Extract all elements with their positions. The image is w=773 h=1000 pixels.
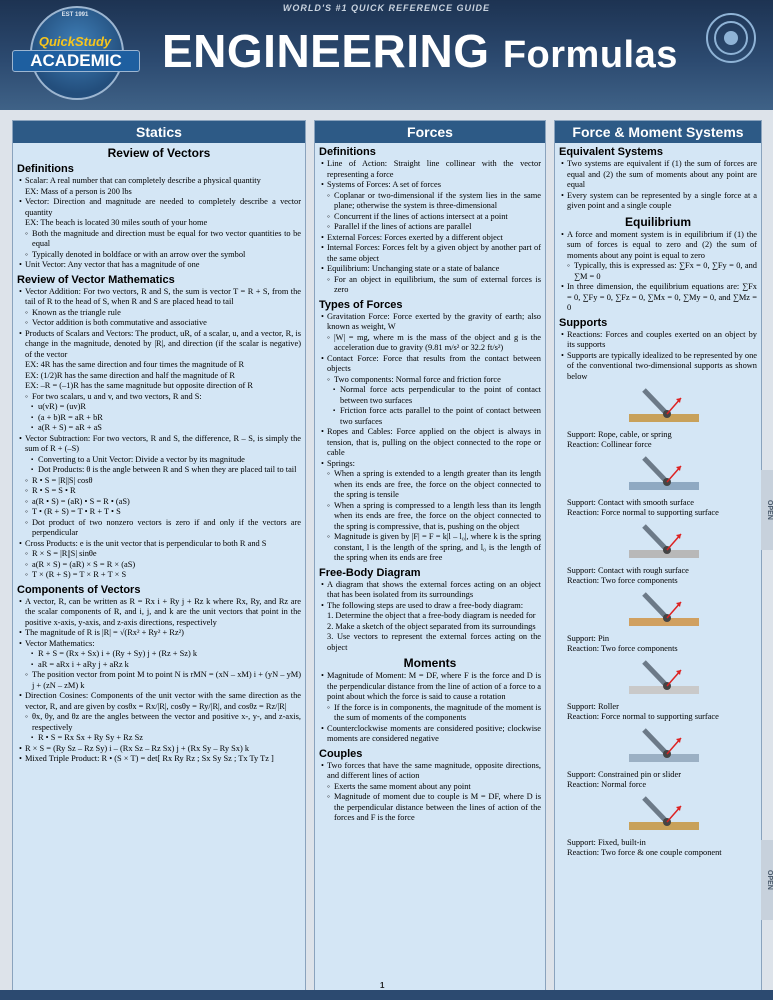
supports-heading: Supports <box>559 316 608 329</box>
list-item: • Vector: Direction and magnitude are needed to completely describe a vector quantity <box>19 197 301 218</box>
list-item: • Magnitude of Moment: M = DF, where F is the force and D is the perpendicular distance from the line of action of a force to a point about which the force is said to cause a rotation <box>321 671 541 703</box>
list-item: EX: (1/2)R has the same direction and half the magnitude of R <box>25 370 236 380</box>
support-label: Support: Fixed, built-in <box>567 838 646 847</box>
reaction-label: Reaction: Force normal to supporting surface <box>567 712 719 721</box>
support-diagram-icon <box>559 724 757 770</box>
support-diagram-icon <box>559 588 757 634</box>
side-tab-open-1: OPEN <box>761 470 773 550</box>
equivalent-systems-list <box>555 159 761 212</box>
types-of-forces-heading: Types of Forces <box>319 298 403 311</box>
list-item: ◦ For an object in equilibrium, the sum of external forces is zero <box>321 275 541 296</box>
supports-list <box>555 384 761 858</box>
page-number: 1 <box>380 981 385 990</box>
support-item <box>559 656 757 722</box>
list-item: • Direction Cosines: Components of the unit vector with the same direction as the vector, R, and are given by cosθx = Rx/|R|, cosθy = Ry/|R|, and cosθz = Rz/|R| <box>19 691 301 712</box>
list-item: • Unit Vector: Any vector that has a magnitude of one <box>19 260 301 271</box>
reaction-label: Reaction: Collinear force <box>567 440 652 449</box>
list-item: ◦ T • (R + S) = T • R + T • S <box>19 507 301 518</box>
list-item: EX: 4R has the same direction and four times the magnitude of R <box>25 360 245 369</box>
tagline: WORLD'S #1 QUICK REFERENCE GUIDE <box>282 3 491 13</box>
list-item: ◦ Typically, this is expressed as: ∑Fx = 0, ∑Fy = 0, and ∑M = 0 <box>561 261 757 282</box>
list-item: • A diagram that shows the external forces acting on an object that has been isolated from its surroundings <box>321 580 541 601</box>
support-diagram-icon <box>559 452 757 498</box>
logo-quickstudy: QuickStudy <box>38 34 112 49</box>
vector-math-heading: Review of Vector Mathematics <box>17 273 175 286</box>
list-item: • Systems of Forces: A set of forces <box>321 180 541 191</box>
support-label: Support: Contact with rough surface <box>567 566 689 575</box>
list-item: ◦ T × (R + S) = T × R + T × S <box>19 570 301 581</box>
gear-swirl-icon <box>703 10 759 66</box>
title-sub: Formulas <box>502 34 678 76</box>
list-item: • Products of Scalars and Vectors: The product, uR, of a scalar, u, and a vector, R, is change in the magnitude, denoted by |R|, and direction (if the scalar is negative) of the vector <box>19 329 301 361</box>
support-label: Support: Constrained pin or slider <box>567 770 681 779</box>
support-item <box>559 384 757 450</box>
list-item: ◦ Typically denoted in boldface or with an arrow over the symbol <box>19 250 301 261</box>
list-item: ▪ aR = aRx i + aRy j + aRz k <box>19 660 301 671</box>
list-item: ◦ θx, θy, and θz are the angles between the vector and positive x-, y-, and z-axis, respectively <box>19 712 301 733</box>
page-title <box>162 24 678 78</box>
quickstudy-logo <box>10 6 140 106</box>
list-item: ◦ R • S = S • R <box>19 486 301 497</box>
reaction-label: Reaction: Two force & one couple component <box>567 848 722 857</box>
free-body-list <box>315 580 545 654</box>
list-item: • Vector Addition: For two vectors, R and S, the sum is vector T = R + S, from the tail of R to the head of S, when R and S are placed head to tail <box>19 287 301 308</box>
title-main: ENGINEERING <box>162 25 490 77</box>
moments-title: Moments <box>403 656 457 670</box>
list-item: ◦ Parallel if the lines of actions are parallel <box>321 222 541 233</box>
list-item: ◦ Concurrent if the lines of actions intersect at a point <box>321 212 541 223</box>
list-item: • Supports are typically idealized to be represented by one of the conventional two-dimensional supports as shown below <box>561 351 757 383</box>
list-item: ◦ When a spring is extended to a length greater than its length when its ends are free, the force on the object connected to the spring is tensile <box>321 469 541 501</box>
types-of-forces-list <box>315 312 545 564</box>
definitions-heading: Definitions <box>17 163 74 175</box>
forces-definitions-heading: Definitions <box>319 146 376 158</box>
list-item: ◦ Magnitude is given by |F| = F = k|l – l₀|, where k is the spring constant, l is the length of the spring, and l₀ is the length of the spring when its ends are free <box>321 532 541 564</box>
forces-bar: Forces <box>315 121 545 143</box>
list-item: EX: –R = (–1)R has the same magnitude but opposite direction of R <box>25 381 254 390</box>
support-label: Support: Roller <box>567 702 619 711</box>
support-item <box>559 588 757 654</box>
list-item: ▪ u(vR) = (uv)R <box>19 402 301 413</box>
list-item: ◦ a(R × S) = (aR) × S = R × (aS) <box>19 560 301 571</box>
list-item: ◦ For two scalars, u and v, and two vectors, R and S: <box>19 392 301 403</box>
list-item: • Equilibrium: Unchanging state or a state of balance <box>321 264 541 275</box>
list-item: ▪ Dot Products: θ is the angle between R and S when they are placed tail to tail <box>19 465 301 476</box>
list-item: ◦ Both the magnitude and direction must be equal for two vector quantities to be equal <box>19 229 301 250</box>
footer-bar <box>0 990 773 1000</box>
support-diagram-icon <box>559 792 757 838</box>
list-item: • Counterclockwise moments are considered positive; clockwise moments are considered negative <box>321 724 541 745</box>
list-item: • Reactions: Forces and couples exerted on an object by its supports <box>561 330 757 351</box>
list-item: ▪ R + S = (Rx + Sx) i + (Ry + Sy) j + (Rz + Sz) k <box>19 649 301 660</box>
list-item: ▪ Friction force acts parallel to the point of contact between two surfaces <box>321 406 541 427</box>
couples-list <box>315 761 545 824</box>
list-item: ◦ a(R • S) = (aR) • S = R • (aS) <box>19 497 301 508</box>
list-item: • A vector, R, can be written as R = Rx i + Ry j + Rz k where Rx, Ry, and Rz are the scalar components of R, and i, j, and k are the unit vectors that point in the positive x-axis, y-axis, and z-axis directions, respectively <box>19 597 301 629</box>
statics-bar: Statics <box>13 121 305 143</box>
support-label: Support: Rope, cable, or spring <box>567 430 672 439</box>
logo-academic: ACADEMIC <box>12 50 140 72</box>
force-moment-bar: Force & Moment Systems <box>555 121 761 143</box>
list-item: • Vector Subtraction: For two vectors, R and S, the difference, R – S, is simply the sum of R + (–S) <box>19 434 301 455</box>
list-item: • Every system can be represented by a single force at a given point and a single couple <box>561 191 757 212</box>
support-item <box>559 452 757 518</box>
support-diagram-icon <box>559 656 757 702</box>
support-label: Support: Contact with smooth surface <box>567 498 695 507</box>
review-of-vectors-title: Review of Vectors <box>107 146 211 160</box>
list-item: ◦ Exerts the same moment about any point <box>321 782 541 793</box>
list-item: • Mixed Triple Product: R • (S × T) = det[ Rx Ry Rz ; Sx Sy Sz ; Tx Ty Tz ] <box>19 754 301 765</box>
force-moment-column <box>554 120 762 992</box>
list-item: ◦ Known as the triangle rule <box>19 308 301 319</box>
list-item: EX: The beach is located 30 miles south of your home <box>25 218 208 227</box>
definitions-list <box>13 176 305 271</box>
list-item: ◦ R × S = |R||S| sinθe <box>19 549 301 560</box>
header-banner <box>0 0 773 110</box>
equivalent-systems-heading: Equivalent Systems <box>559 146 663 158</box>
equilibrium-title: Equilibrium <box>625 214 691 229</box>
supports-intro-list <box>555 330 761 383</box>
list-item: ◦ The position vector from point M to point N is rMN = (xN – xM) i + (yN – yM) j + (zN – zM) k <box>19 670 301 691</box>
support-item <box>559 520 757 586</box>
side-tab-open-2: OPEN <box>761 840 773 920</box>
reaction-label: Reaction: Two force components <box>567 576 678 585</box>
free-body-heading: Free-Body Diagram <box>319 566 421 579</box>
list-item: • Internal Forces: Forces felt by a given object by another part of the same object <box>321 243 541 264</box>
list-item: • Vector Mathematics: <box>19 639 301 650</box>
list-item: • A force and moment system is in equilibrium if (1) the sum of forces is equal to zero and (2) the sum of moments about any point is equal to zero <box>561 230 757 262</box>
list-item: ◦ Two components: Normal force and friction force <box>321 375 541 386</box>
list-item: 1. Determine the object that a free-body diagram is needed for <box>327 611 536 620</box>
list-item: • Springs: <box>321 459 541 470</box>
list-item: ◦ |W| = mg, where m is the mass of the object and g is the acceleration due to gravity (9.81 m/s² or 32.2 ft/s²) <box>321 333 541 354</box>
list-item: ▪ Normal force acts perpendicular to the point of contact between two surfaces <box>321 385 541 406</box>
list-item: • Ropes and Cables: Force applied on the object is always in tension, that is, pulling on the object connected to the rope or cable <box>321 427 541 459</box>
list-item: • Cross Products: e is the unit vector that is perpendicular to both R and S <box>19 539 301 550</box>
list-item: ◦ Vector addition is both commutative and associative <box>19 318 301 329</box>
list-item: ◦ Magnitude of moment due to couple is M = DF, where D is the perpendicular distance between the lines of action of the forces and F is the force <box>321 792 541 824</box>
logo-est: EST 1991 <box>61 12 89 18</box>
list-item: 3. Use vectors to represent the external forces acting on the object <box>327 632 541 652</box>
support-label: Support: Pin <box>567 634 610 643</box>
list-item: • Two forces that have the same magnitude, opposite directions, and different lines of action <box>321 761 541 782</box>
list-item: 2. Make a sketch of the object separated from its surroundings <box>327 621 536 631</box>
support-diagram-icon <box>559 520 757 566</box>
support-diagram-icon <box>559 384 757 430</box>
components-heading: Components of Vectors <box>17 583 141 596</box>
list-item: • External Forces: Forces exerted by a different object <box>321 233 541 244</box>
vector-math-list <box>13 287 305 581</box>
support-item <box>559 792 757 858</box>
list-item: • The magnitude of R is |R| = √(Rx² + Ry² + Rz²) <box>19 628 301 639</box>
list-item: • Line of Action: Straight line collinear with the vector representing a force <box>321 159 541 180</box>
moments-list <box>315 671 545 745</box>
list-item: ▪ a(R + S) = aR + aS <box>19 423 301 434</box>
list-item: ◦ When a spring is compressed to a length less than its length when its ends are free, the force on the object connected to the spring is compressive, that is, pushing on the object <box>321 501 541 533</box>
components-list <box>13 597 305 765</box>
couples-heading: Couples <box>319 747 363 760</box>
list-item: • Gravitation Force: Force exerted by the gravity of earth; also known as weight, W <box>321 312 541 333</box>
list-item: ◦ If the force is in components, the magnitude of the moment is the sum of moments of the components <box>321 703 541 724</box>
list-item: ◦ R • S = |R||S| cosθ <box>19 476 301 487</box>
list-item: ▪ (a + b)R = aR + bR <box>19 413 301 424</box>
statics-column <box>12 120 306 992</box>
reaction-label: Reaction: Force normal to supporting surface <box>567 508 719 517</box>
reaction-label: Reaction: Two force components <box>567 644 678 653</box>
list-item: ◦ Coplanar or two-dimensional if the system lies in the same plane; otherwise the system is three-dimensional <box>321 191 541 212</box>
equilibrium-list <box>555 230 761 314</box>
list-item: ◦ Dot product of two nonzero vectors is zero if and only if the vectors are perpendicular <box>19 518 301 539</box>
list-item: • R × S = (Ry Sz – Rz Sy) i – (Rx Sz – Rz Sx) j + (Rx Sy – Ry Sx) k <box>19 744 301 755</box>
forces-definitions-list <box>315 159 545 296</box>
list-item: • Scalar: A real number that can completely describe a physical quantity <box>19 176 301 187</box>
list-item: • In three dimension, the equilibrium equations are: ∑Fx = 0, ∑Fy = 0, ∑Fz = 0, ∑Mx = 0, ∑My = 0, and ∑Mz = 0 <box>561 282 757 314</box>
reaction-label: Reaction: Normal force <box>567 780 647 789</box>
list-item: ▪ R • S = Rx Sx + Ry Sy + Rz Sz <box>19 733 301 744</box>
list-item: • Two systems are equivalent if (1) the sum of forces are equal and (2) the sum of moments about any point are equal <box>561 159 757 191</box>
list-item: • Contact Force: Force that results from the contact between objects <box>321 354 541 375</box>
list-item: ▪ Converting to a Unit Vector: Divide a vector by its magnitude <box>19 455 301 466</box>
list-item: • The following steps are used to draw a free-body diagram: <box>321 601 541 612</box>
list-item: EX: Mass of a person is 200 lbs <box>25 186 132 196</box>
support-item <box>559 724 757 790</box>
forces-column <box>314 120 546 992</box>
